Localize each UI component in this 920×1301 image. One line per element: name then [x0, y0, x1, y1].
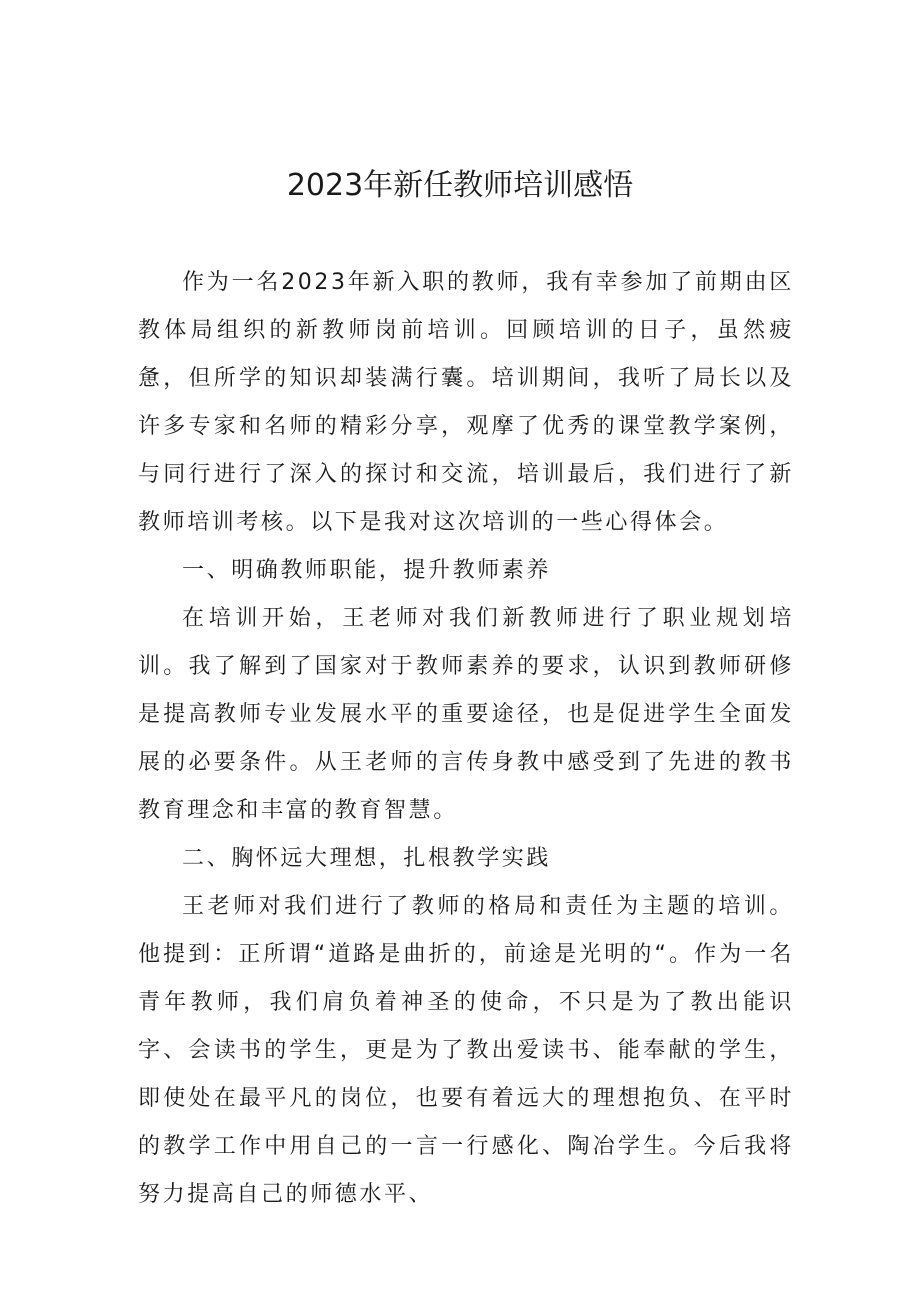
intro-paragraph: 作为一名2023年新入职的教师，我有幸参加了前期由区教体局组织的新教师岗前培训。回顾培训的日子，虽然疲惫，但所学的知识却装满行囊。培训期间，我听了局长以及许多专家和名师的精彩分享，观摩了优秀的课堂教学案例，与同行进行了深入的探讨和交流，培训最后，我们进行了新教师培训考核。以下是我对这次培训的一些心得体会。 — [138, 270, 794, 535]
document-body — [138, 259, 794, 1219]
section-1-paragraph: 在培训开始，王老师对我们新教师进行了职业规划培训。我了解到了国家对于教师素养的要求，认识到教师研修是提高教师专业发展水平的重要途径，也是促进学生全面发展的必要条件。从王老师的言传身教中感受到了先进的教书教育理念和丰富的教育智慧。 — [138, 606, 794, 823]
section-2-paragraph: 王老师对我们进行了教师的格局和责任为主题的培训。他提到：正所谓“道路是曲折的，前途是光明的“。作为一名青年教师，我们肩负着神圣的使命，不只是为了教出能识字、会读书的学生，更是为了教出爱读书、能奉献的学生，即使处在最平凡的岗位，也要有着远大的理想抱负、在平时的教学工作中用自己的一言一行感化、陶冶学生。今后我将努力提高自己的师德水平、 — [138, 894, 794, 1207]
section-heading-2: 二、胸怀远大理想，扎根教学实践 — [182, 846, 552, 871]
section-heading-1: 一、明确教师职能，提升教师素养 — [182, 558, 552, 583]
document-title: 2023年新任教师培训感悟 — [286, 168, 634, 203]
